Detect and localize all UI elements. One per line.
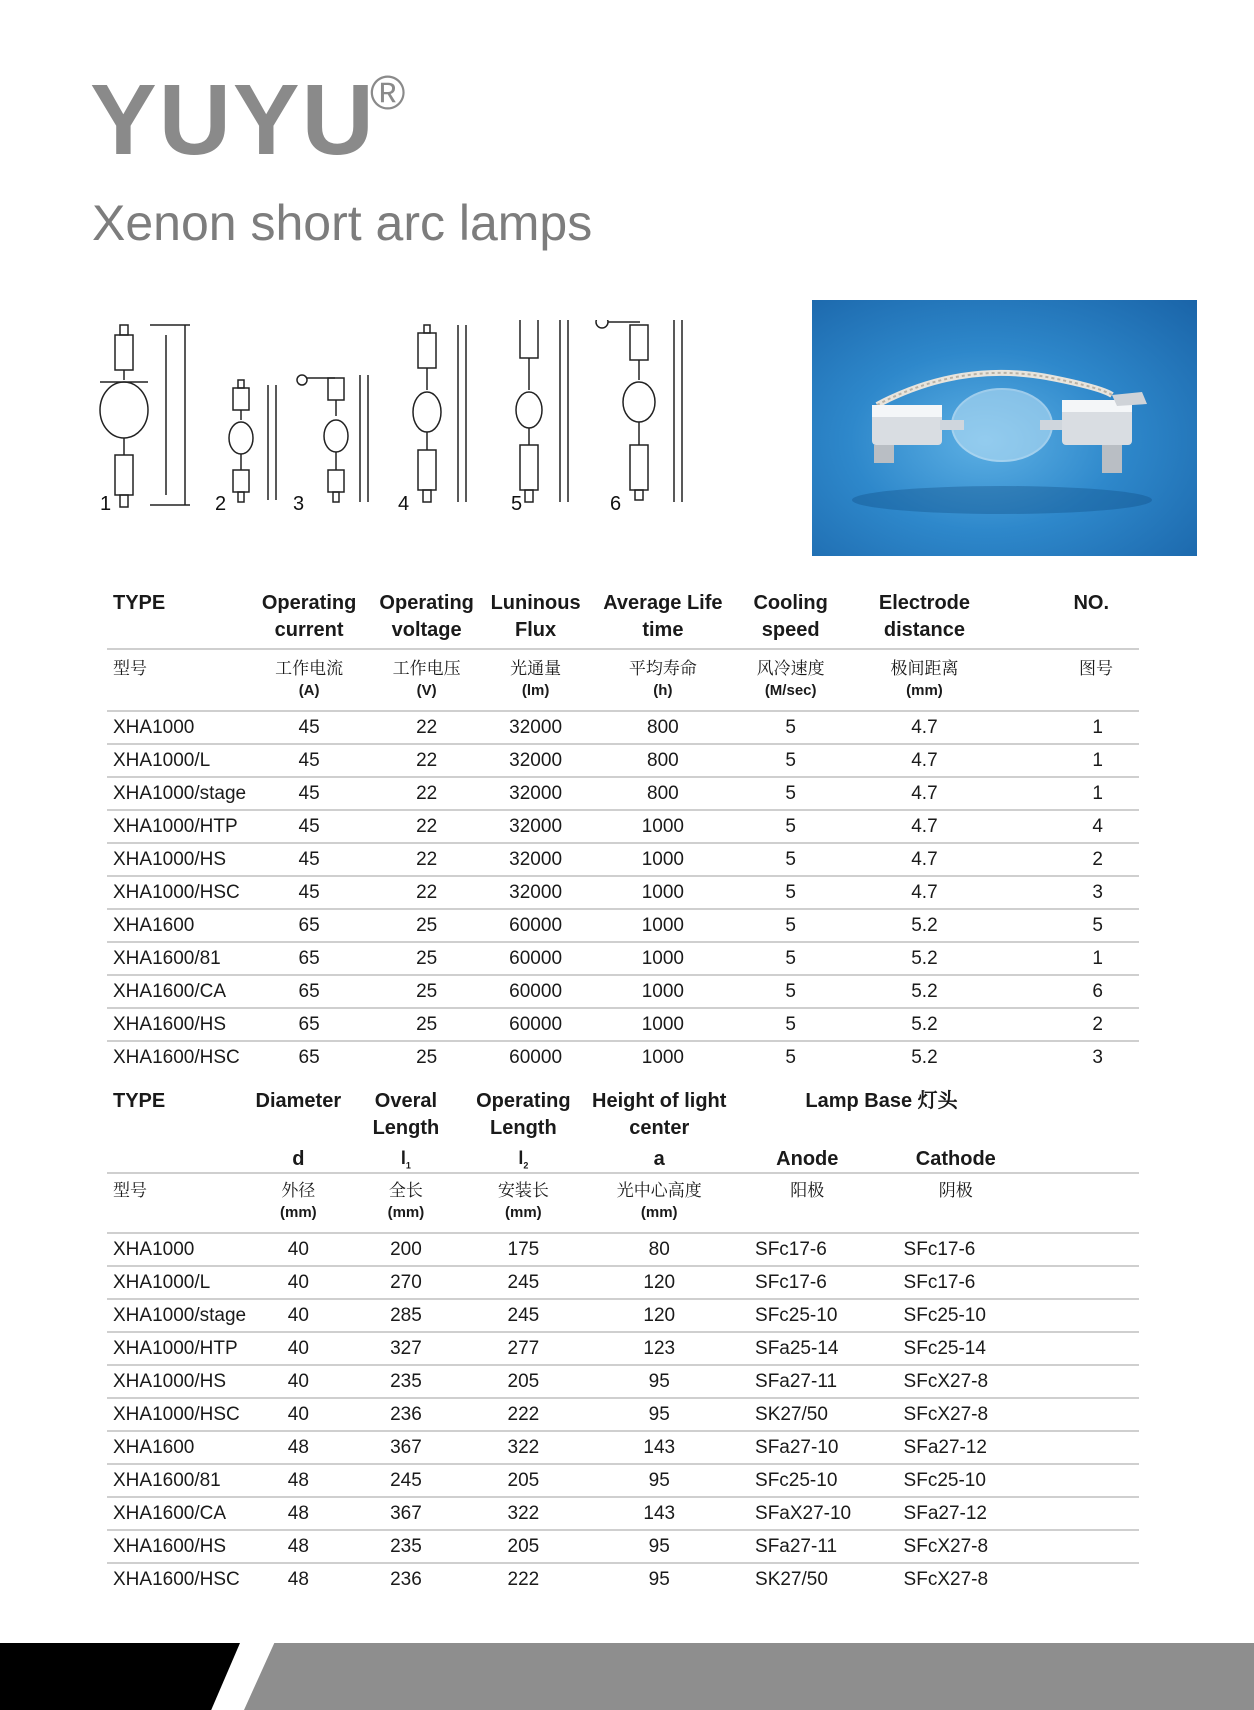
table2-cell: 40: [246, 1299, 350, 1332]
t1-cn-cooling: 风冷速度 (M/sec): [756, 659, 825, 699]
table1-cell: 60000: [481, 942, 590, 975]
table2-pad-cell: [1030, 1233, 1139, 1266]
table1-cell: 800: [590, 777, 736, 810]
t1-cn-life: 平均寿命 (h): [628, 659, 697, 699]
table1-cell: 3: [1092, 1046, 1103, 1068]
table1-cell: 22: [372, 744, 481, 777]
table2-cell: SFa27-12: [882, 1497, 1031, 1530]
t1-header-type: TYPE: [113, 592, 166, 614]
table2-cell: SFc17-6: [733, 1233, 882, 1266]
table2-cell: 40: [246, 1233, 350, 1266]
table1-row: [107, 744, 1139, 777]
table2-cell: SFc17-6: [882, 1233, 1031, 1266]
table1-cell: 1: [1003, 744, 1139, 777]
table2-row: [107, 1299, 1139, 1332]
table2-cell: 285: [351, 1299, 462, 1332]
table2-cell: 205: [461, 1530, 585, 1563]
table2-cell: SK27/50: [733, 1398, 882, 1431]
table2-cell: SFcX27-8: [882, 1365, 1031, 1398]
table1-row: [107, 843, 1139, 876]
table2-row: [107, 1398, 1139, 1431]
table1-cell: 60000: [481, 975, 590, 1008]
footer-grey-band: [244, 1643, 1254, 1710]
table1-cell: 1000: [590, 942, 736, 975]
table2-cell: SFa27-11: [733, 1530, 882, 1563]
table2-row: [107, 1464, 1139, 1497]
table2-row: [107, 1530, 1139, 1563]
table1-cell: 3: [1003, 876, 1139, 909]
table2-cell: XHA1000/HSC: [107, 1398, 246, 1431]
diagram-number-2: 2: [215, 493, 227, 515]
t2-sym-d: d: [246, 1146, 350, 1173]
table2-cell: 95: [585, 1464, 733, 1497]
table1-cell: 45: [246, 876, 372, 909]
table2-cell: SFc25-10: [733, 1299, 882, 1332]
table1-cell: 45: [246, 744, 372, 777]
t2-sym-l1: $l_1$: [351, 1146, 462, 1173]
table1-cell: 4.7: [846, 777, 1004, 810]
table2-cell: SFc25-14: [882, 1332, 1031, 1365]
table1-cell: 60000: [481, 909, 590, 942]
table2-cell: XHA1600/HS: [107, 1530, 246, 1563]
table2-cell: 175: [461, 1233, 585, 1266]
table2-cell: SFcX27-8: [882, 1398, 1031, 1431]
table1-cell: 25: [416, 1046, 438, 1068]
t2-header-diameter: Diameter: [255, 1090, 342, 1112]
page-subtitle: Xenon short arc lamps: [92, 195, 593, 251]
table2-cell: 367: [351, 1497, 462, 1530]
table1-cell: 32000: [481, 777, 590, 810]
t1-header-electrode: Electrode distance: [878, 592, 971, 641]
t1-header-flux: Luninous Flux: [490, 592, 581, 641]
table2-cell: 245: [461, 1299, 585, 1332]
table2-cell: 40: [246, 1398, 350, 1431]
table2-cell: 40: [246, 1365, 350, 1398]
t1-cn-current: 工作电流 (A): [275, 659, 344, 699]
table1-cell: 4.7: [846, 744, 1004, 777]
table1-cell: 5: [1003, 909, 1139, 942]
table1-cell: 32000: [481, 810, 590, 843]
table2-pad-cell: [1030, 1530, 1139, 1563]
t2-cn-cathode: 阴极: [938, 1181, 973, 1200]
lamp-diagram-2: [229, 380, 276, 502]
lamp-diagram-3: [297, 375, 368, 502]
diagram-number-5: 5: [511, 493, 523, 515]
table1-cell: 45: [246, 711, 372, 744]
table2-cell: 48: [246, 1530, 350, 1563]
table2-cell: 95: [585, 1530, 733, 1563]
table1-cell: 1000: [590, 1008, 736, 1041]
table2-pad-cell: [1030, 1299, 1139, 1332]
table1-cell: 5: [736, 975, 846, 1008]
table2-cell: SFa27-11: [733, 1365, 882, 1398]
diagram-number-4: 4: [398, 493, 410, 515]
diagram-number-1: 1: [100, 493, 112, 515]
t1-header-cooling: Cooling speed: [753, 592, 828, 641]
t1-cn-type: 型号: [113, 659, 147, 678]
table1-cell: 22: [372, 876, 481, 909]
table1-cell: 5.2: [846, 942, 1004, 975]
table1-cell: 5.2: [846, 975, 1004, 1008]
table1-cell: 4: [1003, 810, 1139, 843]
table2-cell: 95: [648, 1568, 670, 1590]
t2-cn-anode: 阳极: [790, 1181, 825, 1200]
lamp-diagram-1: [100, 325, 190, 507]
table1-cell: 4.7: [846, 843, 1004, 876]
table2-cell: SFc17-6: [733, 1266, 882, 1299]
table2-cell: 48: [246, 1464, 350, 1497]
table1-row: [107, 942, 1139, 975]
table1-cell: 800: [590, 744, 736, 777]
table2-cell: XHA1000/HS: [107, 1365, 246, 1398]
table1-cell: 800: [590, 711, 736, 744]
table1-cell: 5: [736, 810, 846, 843]
t2-cn-diameter: 外径 (mm): [279, 1181, 317, 1221]
table2-row: [107, 1497, 1139, 1530]
table1-cell: 32000: [481, 744, 590, 777]
lamp-diagram-4: [413, 325, 466, 502]
table2-cell: 236: [351, 1398, 462, 1431]
table1-cell: 45: [246, 810, 372, 843]
table1-cell: 1000: [590, 810, 736, 843]
table2-cell: SFaX27-10: [733, 1497, 882, 1530]
table2-pad-cell: [1030, 1365, 1139, 1398]
table1-cell: 32000: [481, 843, 590, 876]
table2-cell: XHA1600/CA: [107, 1497, 246, 1530]
t2-sym-anode: Anode: [733, 1146, 882, 1173]
t1-cn-flux: 光通量 (lm): [510, 659, 562, 699]
footer-black-band: [0, 1643, 240, 1710]
table1-cell: 32000: [481, 711, 590, 744]
table1-row: [107, 909, 1139, 942]
electrical-specs-table: [107, 590, 1139, 1073]
table1-cell: 5: [736, 1008, 846, 1041]
table2-cell: XHA1600: [107, 1431, 246, 1464]
table1-row: [107, 810, 1139, 843]
table2-pad-cell: [1030, 1332, 1139, 1365]
table1-row: [107, 777, 1139, 810]
table1-cell: 4.7: [846, 876, 1004, 909]
table2-cell: 222: [461, 1398, 585, 1431]
table2-cell: 322: [461, 1431, 585, 1464]
table2-pad-cell: [1030, 1266, 1139, 1299]
table2-cell: 40: [246, 1332, 350, 1365]
dimensions-table: [107, 1088, 1139, 1595]
table1-cell: 65: [246, 942, 372, 975]
table1-cell: XHA1600/HSC: [113, 1046, 240, 1068]
table1-cell: 5: [736, 711, 846, 744]
table1-cell: 5: [736, 909, 846, 942]
table1-cell: 1000: [590, 843, 736, 876]
table1-cell: 5: [785, 1046, 796, 1068]
table1-cell: XHA1600/CA: [107, 975, 246, 1008]
table1-cell: 5.2: [911, 1046, 938, 1068]
table1-row: [107, 876, 1139, 909]
table1-cell: 1000: [590, 909, 736, 942]
table2-cell: 245: [461, 1266, 585, 1299]
table1-cell: 22: [372, 711, 481, 744]
table2-row: [107, 1233, 1139, 1266]
table2-row: [107, 1563, 1139, 1595]
table1-cell: 6: [1003, 975, 1139, 1008]
t2-cn-height: 光中心高度 (mm): [616, 1181, 702, 1221]
t1-header-no: NO.: [1073, 592, 1109, 614]
t1-header-life: Average Life time: [603, 592, 723, 641]
table1-cell: 4.7: [846, 711, 1004, 744]
table1-cell: 2: [1003, 843, 1139, 876]
table1-cell: 1: [1003, 777, 1139, 810]
table2-cell: 245: [351, 1464, 462, 1497]
table2-pad-cell: [1030, 1563, 1139, 1595]
table2-pad-cell: [1030, 1464, 1139, 1497]
table2-cell: XHA1000/L: [107, 1266, 246, 1299]
table2-cell: 235: [351, 1365, 462, 1398]
table2-pad-cell: [1030, 1398, 1139, 1431]
table1-cell: XHA1600/HS: [107, 1008, 246, 1041]
table1-cell: 2: [1003, 1008, 1139, 1041]
table2-cell: SK27/50: [755, 1568, 828, 1590]
table2-cell: SFa27-10: [733, 1431, 882, 1464]
table1-cell: 45: [246, 843, 372, 876]
table1-cell: XHA1000/stage: [107, 777, 246, 810]
table1-cell: 5: [736, 744, 846, 777]
table2-cell: 236: [390, 1568, 422, 1590]
lamp-diagram-5: [516, 320, 568, 502]
table1-cell: XHA1600: [107, 909, 246, 942]
table1-cell: XHA1000/HSC: [107, 876, 246, 909]
table2-row: [107, 1431, 1139, 1464]
table1-cell: 1: [1003, 942, 1139, 975]
t1-header-current: Operating current: [261, 592, 357, 641]
table1-cell: 65: [246, 1008, 372, 1041]
table1-cell: 5: [736, 876, 846, 909]
t2-cn-overall: 全长 (mm): [387, 1181, 425, 1221]
t1-cn-electrode: 极间距离 (mm): [890, 659, 959, 699]
table2-cell: 270: [351, 1266, 462, 1299]
table1-row: [107, 1041, 1139, 1073]
table2-cell: 327: [351, 1332, 462, 1365]
table1-cell: XHA1000/L: [107, 744, 246, 777]
table1-cell: 1: [1003, 711, 1139, 744]
table1-cell: 5: [736, 843, 846, 876]
table1-cell: 22: [372, 843, 481, 876]
table2-cell: SFcX27-8: [882, 1530, 1031, 1563]
table2-row: [107, 1365, 1139, 1398]
table2-cell: SFc25-10: [733, 1464, 882, 1497]
table1-cell: 1000: [590, 876, 736, 909]
table2-cell: 40: [246, 1266, 350, 1299]
table2-row: [107, 1332, 1139, 1365]
table2-cell: 120: [585, 1266, 733, 1299]
table2-cell: 143: [585, 1431, 733, 1464]
table1-cell: 5.2: [846, 1008, 1004, 1041]
table2-cell: 200: [351, 1233, 462, 1266]
table1-cell: XHA1000/HS: [107, 843, 246, 876]
lamp-photo: [812, 300, 1197, 556]
table1-cell: 45: [246, 777, 372, 810]
table1-cell: XHA1600/81: [107, 942, 246, 975]
table2-cell: XHA1600/HSC: [113, 1568, 240, 1590]
t2-sym-l2: $l_2$: [461, 1146, 585, 1173]
diagram-number-3: 3: [293, 493, 305, 515]
table1-cell: 25: [372, 909, 481, 942]
table2-cell: XHA1000: [107, 1233, 246, 1266]
table2-cell: SFc17-6: [882, 1266, 1031, 1299]
table1-cell: 25: [372, 942, 481, 975]
lamp-diagram-6: [596, 320, 682, 502]
table2-pad-cell: [1030, 1497, 1139, 1530]
lamp-diagrams: [90, 320, 730, 520]
table2-cell: SFc25-10: [882, 1299, 1031, 1332]
table2-cell: 123: [585, 1332, 733, 1365]
table2-cell: 205: [461, 1464, 585, 1497]
table2-cell: 277: [461, 1332, 585, 1365]
table2-cell: 205: [461, 1365, 585, 1398]
table2-cell: 48: [246, 1497, 350, 1530]
registered-mark: ®: [370, 67, 406, 120]
table1-cell: XHA1000/HTP: [107, 810, 246, 843]
table2-cell: 48: [246, 1431, 350, 1464]
table2-cell: XHA1000/stage: [107, 1299, 246, 1332]
t1-cn-no: 图号: [1079, 659, 1113, 678]
diagram-number-6: 6: [610, 493, 622, 515]
t2-header-type: TYPE: [113, 1090, 166, 1112]
table1-cell: 65: [298, 1046, 320, 1068]
table1-cell: 4.7: [846, 810, 1004, 843]
table1-cell: 25: [372, 1008, 481, 1041]
table2-cell: SFc25-10: [882, 1464, 1031, 1497]
table2-cell: 367: [351, 1431, 462, 1464]
table2-cell: XHA1000/HTP: [107, 1332, 246, 1365]
table1-cell: XHA1000: [107, 711, 246, 744]
table1-cell: 25: [372, 975, 481, 1008]
t2-cn-type: 型号: [113, 1181, 147, 1200]
table2-cell: 143: [585, 1497, 733, 1530]
t1-cn-voltage: 工作电压 (V): [392, 659, 461, 699]
table1-cell: 22: [372, 810, 481, 843]
table1-cell: 22: [372, 777, 481, 810]
table2-pad-cell: [1030, 1431, 1139, 1464]
table1-cell: 1000: [641, 1046, 685, 1068]
t2-cn-operating: 安装长 (mm): [497, 1181, 549, 1221]
table2-cell: 80: [585, 1233, 733, 1266]
t2-header-height: Height of light center: [592, 1090, 727, 1139]
table1-cell: 1000: [590, 975, 736, 1008]
table1-cell: 60000: [509, 1046, 563, 1068]
table2-cell: SFcX27-8: [903, 1568, 989, 1590]
table1-cell: 32000: [481, 876, 590, 909]
table2-row: [107, 1266, 1139, 1299]
table1-cell: 5.2: [846, 909, 1004, 942]
t2-header-overall: Overal Length: [372, 1090, 440, 1139]
table1-row: [107, 711, 1139, 744]
table2-cell: XHA1600/81: [107, 1464, 246, 1497]
table1-row: [107, 1008, 1139, 1041]
t2-sym-a: a: [585, 1146, 733, 1173]
table2-cell: 95: [585, 1398, 733, 1431]
t1-header-voltage: Operating voltage: [379, 592, 474, 641]
brand-logo: YUYU: [90, 64, 376, 176]
table2-cell: 120: [585, 1299, 733, 1332]
table2-cell: SFa25-14: [733, 1332, 882, 1365]
t2-header-operating: Operating Length: [476, 1090, 571, 1139]
table2-cell: SFa27-12: [882, 1431, 1031, 1464]
table1-cell: 60000: [481, 1008, 590, 1041]
t2-header-lamp-base: Lamp Base 灯头: [805, 1090, 958, 1112]
table2-cell: 222: [507, 1568, 540, 1590]
table2-cell: 95: [585, 1365, 733, 1398]
t2-sym-cathode: Cathode: [882, 1146, 1031, 1173]
table1-cell: 5: [736, 942, 846, 975]
table2-cell: 235: [351, 1530, 462, 1563]
table1-cell: 65: [246, 975, 372, 1008]
table1-row: [107, 975, 1139, 1008]
table1-cell: 65: [246, 909, 372, 942]
table2-cell: 322: [461, 1497, 585, 1530]
table1-cell: 5: [736, 777, 846, 810]
table2-cell: 48: [287, 1568, 309, 1590]
